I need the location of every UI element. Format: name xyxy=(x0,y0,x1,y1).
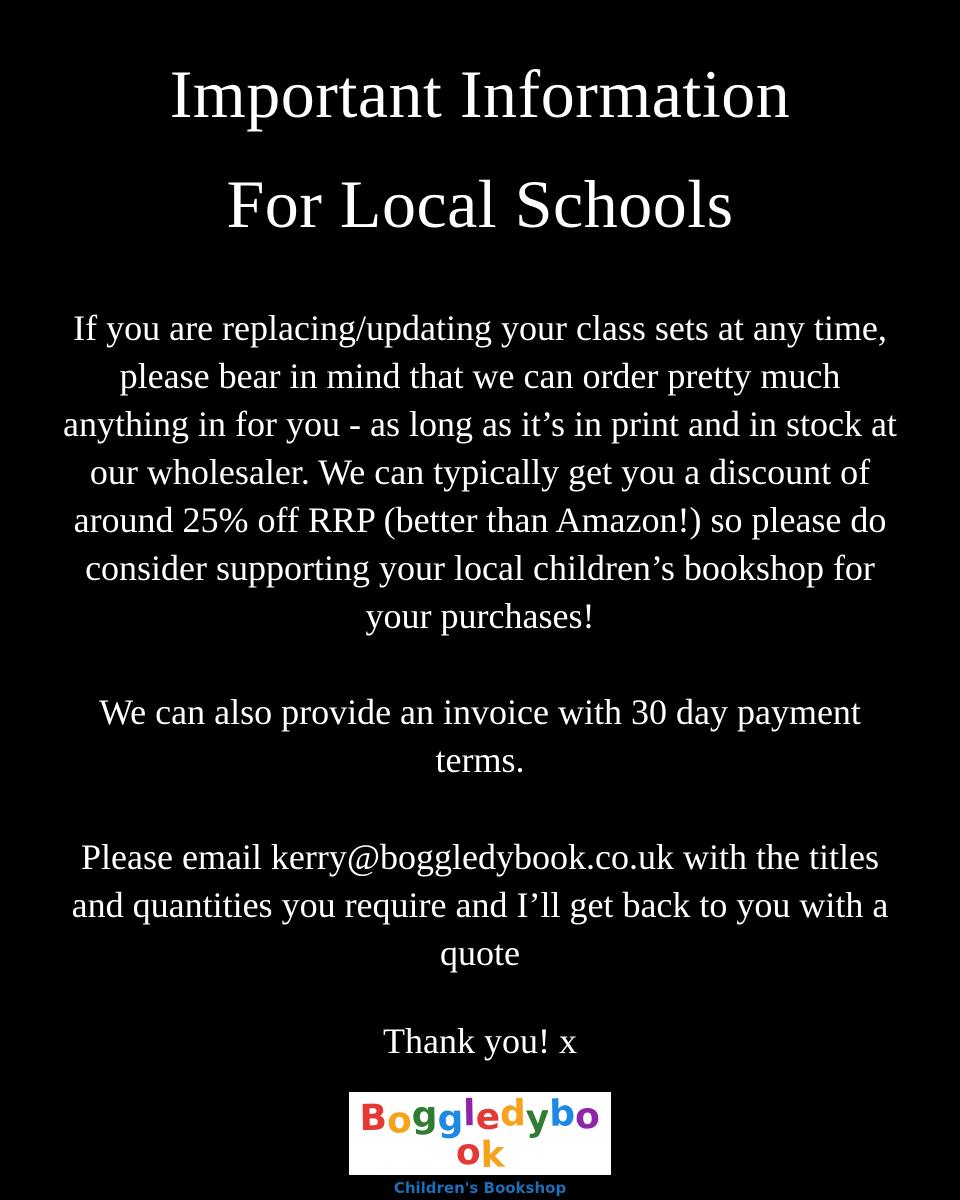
logo-letter: B xyxy=(359,1097,388,1140)
title-line-2: For Local Schools xyxy=(226,166,734,242)
body-paragraph-2: We can also provide an invoice with 30 day payment terms. xyxy=(99,692,861,780)
logo-letter: y xyxy=(525,1097,550,1140)
logo-letter: g xyxy=(437,1098,464,1140)
logo-letter: o xyxy=(455,1131,482,1174)
contact-paragraph: Please email kerry@boggledybook.co.uk with the titles and quantities you require and I’ll get back to you with a quote xyxy=(71,837,889,973)
logo-letter: l xyxy=(462,1093,476,1135)
logo-letter: d xyxy=(499,1093,527,1135)
logo-subtitle: Children's Bookshop xyxy=(393,1179,567,1197)
logo-wordmark xyxy=(348,1093,611,1177)
logo-letter: g xyxy=(411,1094,438,1137)
body-paragraph-1: If you are replacing/updating your class sets at any time, please bear in mind that we can order pretty much anything in for you - as long as it’s in print and in stock at our wholesaler. We can typically get you a discount of around 25% off RRP (better than Amazon!) so please do consider supporting your local children’s bookshop for your purchases! xyxy=(63,308,897,636)
boggledybook-logo xyxy=(349,1092,611,1197)
logo-letter: o xyxy=(386,1100,413,1142)
logo-letter: e xyxy=(475,1096,501,1139)
logo-letter: k xyxy=(480,1134,506,1176)
logo-letter: b xyxy=(548,1093,576,1135)
signoff: Thank you! x xyxy=(383,1021,577,1061)
title-line-1: Important Information xyxy=(169,56,791,132)
logo-letter: o xyxy=(574,1095,601,1138)
